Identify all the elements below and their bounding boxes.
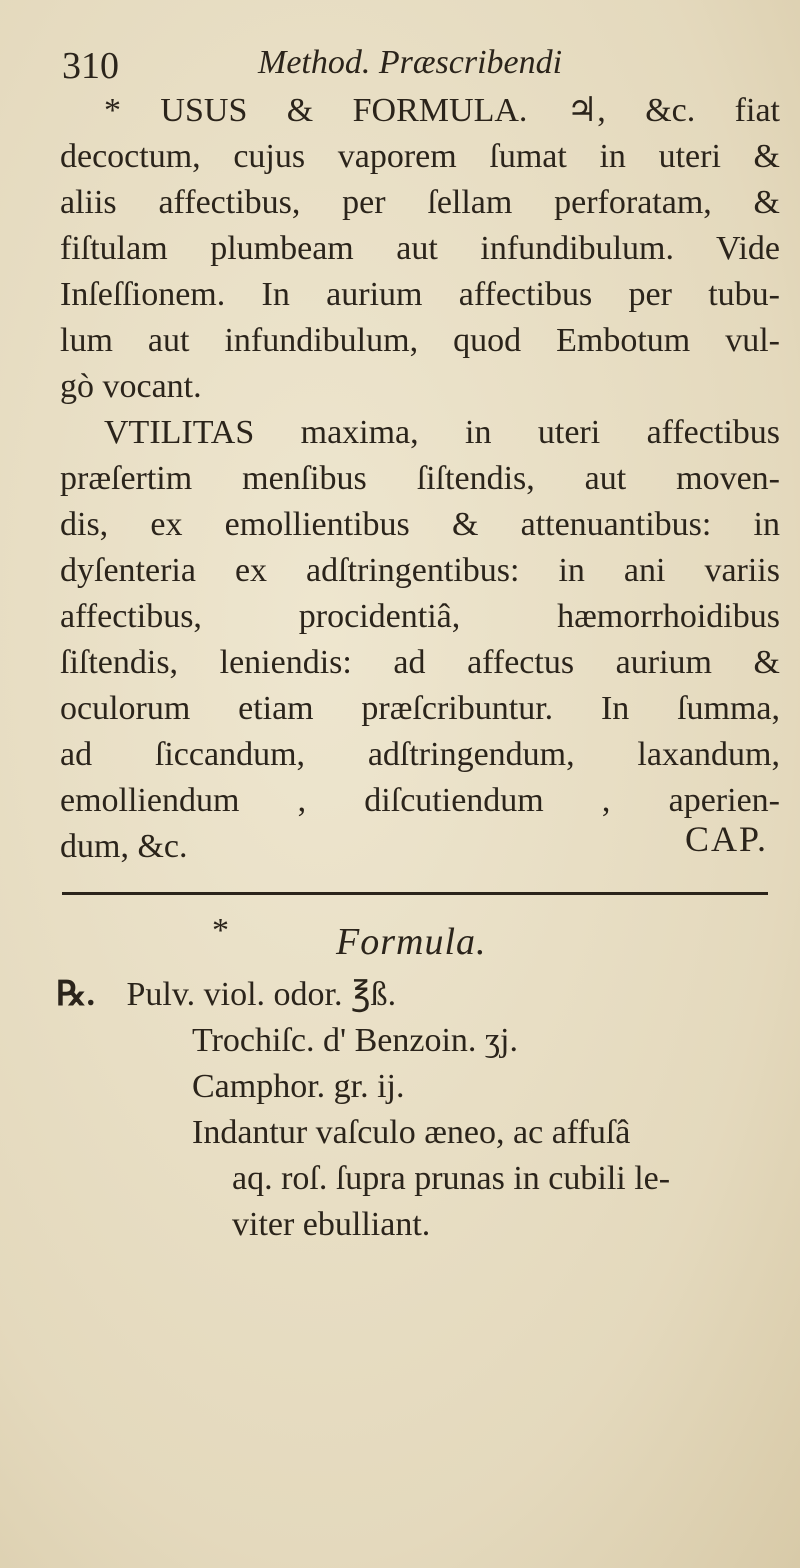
text-line: dum, &c. (60, 828, 188, 865)
text-line: decoctum, cujus vaporem ſumat in uteri & (60, 138, 780, 175)
recipe-ingredient: Pulv. viol. odor. ℥ß. (126, 976, 397, 1013)
text-line: aliis affectibus, per ſellam perforatam, & (60, 184, 780, 221)
body-text (60, 88, 780, 870)
divider-rule (62, 892, 768, 895)
text-line: oculorum etiam præſcribuntur. In ſumma, (60, 690, 780, 727)
text-line: VTILITAS maxima, in uteri affectibus (104, 414, 780, 451)
text-line: Inſeſſionem. In aurium affectibus per tubu- (60, 276, 780, 313)
text-line: ſiſtendis, leniendis: ad affectus aurium & (60, 644, 780, 681)
formula-heading (0, 912, 800, 968)
recipe-instruction-continued: viter ebulliant. (232, 1206, 431, 1243)
text-line: gò vocant. (60, 368, 202, 405)
formula-title: Formula. (336, 921, 487, 963)
recipe-line (56, 972, 796, 1018)
text-line: præſertim menſibus ſiſtendis, aut moven- (60, 460, 780, 497)
text-line: lum aut infundibulum, quod Embotum vul- (60, 322, 780, 359)
catchword: CAP. (684, 819, 768, 859)
page-header (62, 44, 762, 88)
text-line: dyſenteria ex adſtringentibus: in ani variis (60, 552, 780, 589)
asterisk-mark: * (212, 912, 229, 949)
running-head: Method. Præscribendi (258, 44, 563, 81)
text-line: * USUS & FORMULA. ♃, &c. fiat (104, 92, 780, 129)
text-line: ad ſiccandum, adſtringendum, laxandum, (60, 736, 780, 773)
recipe-instruction-continued: aq. roſ. ſupra prunas in cubili le- (232, 1160, 671, 1197)
recipe-instruction: Indantur vaſculo æneo, ac affuſâ (192, 1114, 631, 1151)
recipe-symbol: ℞. (56, 976, 95, 1013)
recipe-ingredient: Trochiſc. d' Benzoin. ʒj. (192, 1022, 518, 1059)
page-number: 310 (62, 45, 119, 87)
text-line: dis, ex emollientibus & attenuantibus: in (60, 506, 780, 543)
recipe-ingredient: Camphor. gr. ij. (192, 1068, 405, 1105)
recipe-block (56, 972, 796, 1248)
text-line: emolliendum , diſcutiendum , aperien- (60, 782, 780, 819)
text-line: affectibus, procidentiâ, hæmorrhoidibus (60, 598, 780, 635)
text-line: fiſtulam plumbeam aut infundibulum. Vide (60, 230, 780, 267)
